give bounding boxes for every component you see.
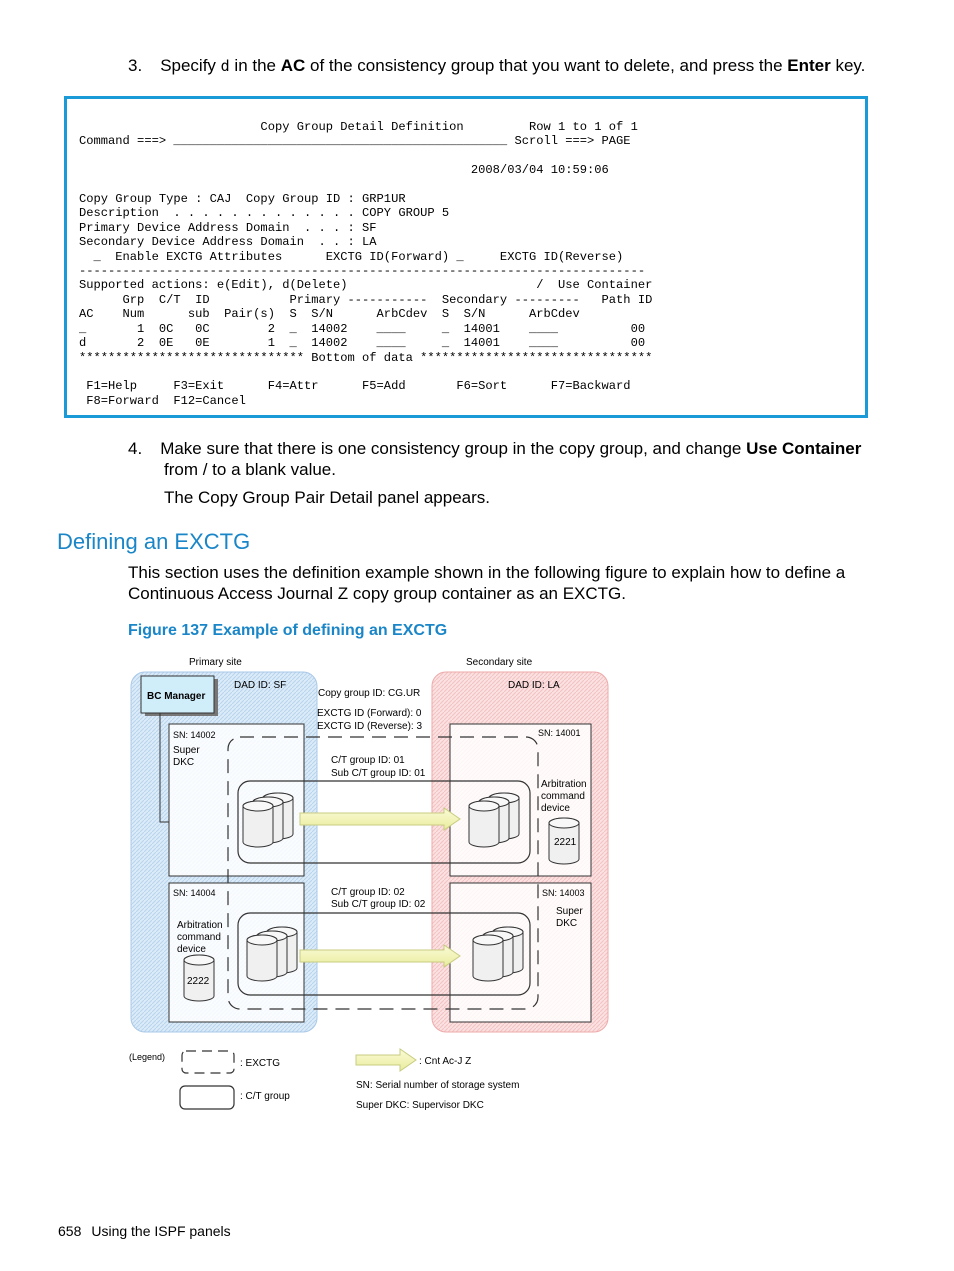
- legend-ct-label: : C/T group: [240, 1091, 290, 1102]
- code-d: d: [220, 57, 230, 75]
- arb-label: device: [541, 803, 570, 814]
- terminal-line: Copy Group Detail Definition Row 1 to 1 of 1: [79, 120, 638, 134]
- ct-group-01-label: C/T group ID: 01: [331, 755, 405, 766]
- legend-title: (Legend): [129, 1052, 166, 1062]
- terminal-line: ******************************* Bottom of data ********************************: [79, 350, 653, 365]
- step-text: Specify: [160, 56, 221, 75]
- legend-arrow-symbol: [356, 1049, 416, 1071]
- sn-14001-label: SN: 14001: [538, 728, 581, 738]
- super-dkc-label: DKC: [556, 918, 578, 929]
- volume-2221-label: 2221: [554, 837, 577, 848]
- step-text: of the consistency group that you want to delete, and press the: [305, 56, 788, 75]
- terminal-line: 2008/03/04 10:59:06: [79, 163, 609, 178]
- step-text: in the: [229, 56, 281, 75]
- sub-ct-group-02-label: Sub C/T group ID: 02: [331, 899, 426, 910]
- exctg-forward-label: EXCTG ID (Forward): 0: [317, 708, 422, 719]
- dad-la-label: DAD ID: LA: [508, 680, 560, 691]
- figure-caption: Figure 137 Example of defining an EXCTG: [128, 622, 448, 639]
- terminal-line: Primary Device Address Domain . . . : SF: [79, 220, 377, 235]
- step-4-result: The Copy Group Pair Detail panel appears.: [164, 488, 491, 507]
- terminal-line: Description . . . . . . . . . . . . . COPY GROUP 5: [79, 206, 450, 221]
- sub-ct-group-01-label: Sub C/T group ID: 01: [331, 768, 426, 779]
- step-4-line2: from / to a blank value.: [164, 460, 336, 479]
- terminal-line: AC Num sub Pair(s) S S/N ArbCdev S S/N ArbCdev: [79, 307, 580, 322]
- arb-label: Arbitration: [177, 920, 223, 931]
- arb-label: Arbitration: [541, 779, 587, 790]
- terminal-line: Command ===> ______________________________________________ Scroll ===> PAGE: [79, 134, 631, 149]
- terminal-line: F8=Forward F12=Cancel: [79, 393, 246, 408]
- chapter-title: Using the ISPF panels: [91, 1223, 231, 1239]
- arb-label: command: [177, 932, 221, 943]
- legend-exctg-label: : EXCTG: [240, 1058, 281, 1069]
- arb-label: command: [541, 791, 585, 802]
- super-dkc-label: DKC: [173, 757, 195, 768]
- dad-sf-label: DAD ID: SF: [234, 680, 287, 691]
- ct-group-02-label: C/T group ID: 02: [331, 887, 405, 898]
- section-para-2: Continuous Access Journal Z copy group container as an EXCTG.: [128, 584, 626, 603]
- copy-group-id-label: Copy group ID: CG.UR: [318, 688, 421, 699]
- terminal-line: Secondary Device Address Domain . . : LA: [79, 235, 377, 250]
- terminal-line: ------------------------------------------------------------------------------: [79, 264, 646, 279]
- use-container-label: Use Container: [746, 439, 862, 458]
- terminal-line: Grp C/T ID Primary ----------- Secondary --------- Path ID: [79, 292, 653, 307]
- volume-2222-label: 2222: [187, 976, 210, 987]
- legend-exctg-symbol: [182, 1051, 234, 1073]
- bc-manager-label: BC Manager: [147, 691, 206, 702]
- terminal-line: d 2 0E 0E 1 _ 14002 ____ _ 14001 ____ 00: [79, 336, 646, 351]
- enter-label: Enter: [787, 56, 831, 75]
- primary-site-label: Primary site: [189, 657, 242, 668]
- step-text: Make sure that there is one consistency group in the copy group, and change: [160, 439, 747, 458]
- section-para-1: This section uses the definition example shown in the following figure to explain how to define a: [128, 563, 846, 582]
- legend-ct-symbol: [180, 1086, 234, 1109]
- terminal-line: Supported actions: e(Edit), d(Delete) / Use Container: [79, 278, 653, 293]
- step-number: 4.: [128, 439, 143, 458]
- terminal-line: Copy Group Type : CAJ Copy Group ID : GRP1UR: [79, 192, 406, 207]
- terminal-line: F1=Help F3=Exit F4=Attr F5=Add F6=Sort F7=Backward: [79, 379, 631, 394]
- page-number: 658: [58, 1223, 82, 1239]
- section-title: Defining an EXCTG: [57, 529, 251, 554]
- sn-14004-label: SN: 14004: [173, 888, 216, 898]
- step-text: key.: [830, 56, 866, 75]
- legend-sn-label: SN: Serial number of storage system: [356, 1080, 520, 1091]
- sn-14002-label: SN: 14002: [173, 730, 216, 740]
- legend-cnt-label: : Cnt Ac-J Z: [419, 1056, 472, 1067]
- super-dkc-label: Super: [173, 745, 200, 756]
- terminal-line: _ Enable EXCTG Attributes EXCTG ID(Forward) _ EXCTG ID(Reverse): [79, 249, 624, 264]
- ac-label: AC: [280, 56, 306, 75]
- step-number: 3.: [128, 56, 143, 75]
- sn-14003-label: SN: 14003: [542, 888, 585, 898]
- secondary-site-label: Secondary site: [466, 657, 533, 668]
- legend-super-label: Super DKC: Supervisor DKC: [356, 1100, 484, 1111]
- super-dkc-label: Super: [556, 906, 583, 917]
- page-footer: [58, 1223, 231, 1239]
- exctg-reverse-label: EXCTG ID (Reverse): 3: [317, 721, 423, 732]
- arb-label: device: [177, 944, 206, 955]
- terminal-line: _ 1 0C 0C 2 _ 14002 ____ _ 14001 ____ 00: [79, 321, 646, 336]
